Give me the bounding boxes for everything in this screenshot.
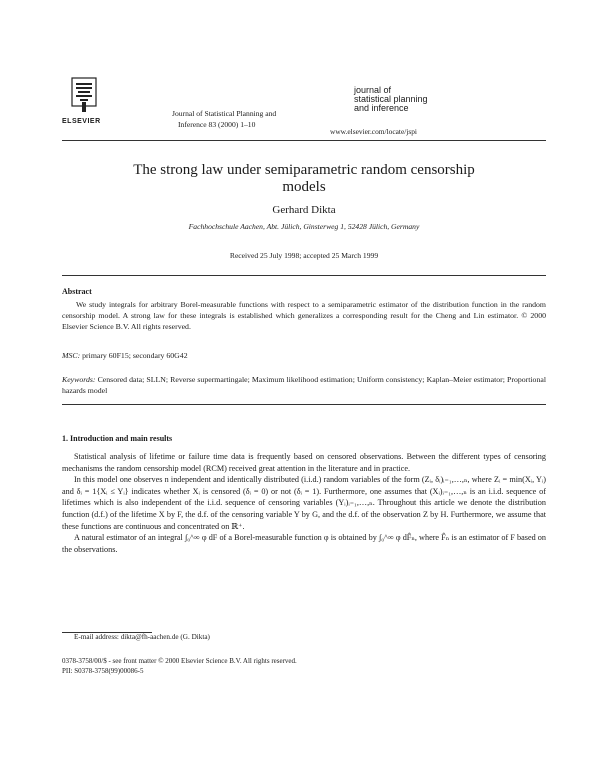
msc-codes: MSC: primary 60F15; secondary 60G42 — [62, 351, 188, 360]
journal-volume: Inference 83 (2000) 1–10 — [178, 120, 256, 129]
journal-logo: journal of statistical planning and inference — [354, 85, 428, 113]
publisher-name: ELSEVIER — [62, 118, 101, 125]
journal-citation — [172, 108, 276, 130]
header-rule — [62, 140, 546, 141]
paragraph: Statistical analysis of lifetime or failure time data is frequently based on censored observations. Between the different types of censoring mechanisms the random censorship model (RCM) received great attention in the literature and in practice. — [62, 452, 546, 473]
abstract-bottom-rule — [62, 404, 546, 405]
abstract-heading: Abstract — [62, 287, 92, 296]
copyright-line: 0378-3758/00/$ - see front matter © 2000 Elsevier Science B.V. All rights reserved. — [62, 657, 297, 665]
abstract-text: We study integrals for arbitrary Borel-measurable functions with respect to a semiparametric estimator of the distribution function in the random censorship model. A strong law for these integrals is established which generalizes a corresponding result for the Cheng and Lin estimator. © 2000 Elsevier Science B.V. All rights reserved. — [62, 300, 546, 332]
journal-name: Journal of Statistical Planning and — [172, 109, 277, 118]
paper-title: The strong law under semiparametric random censorship models — [133, 162, 475, 195]
author-name: Gerhard Dikta — [272, 204, 336, 216]
copyright-block — [62, 656, 297, 676]
abstract-top-rule — [62, 275, 546, 276]
keywords: Keywords: Censored data; SLLN; Reverse supermartingale; Maximum likelihood estimation; Uniform consistency; Kaplan–Meier estimator; Proportional hazards model — [62, 375, 546, 396]
section-body — [62, 451, 546, 555]
received-dates: Received 25 July 1998; accepted 25 March 1999 — [229, 251, 379, 260]
paragraph: In this model one observes n independent and identically distributed (i.i.d.) random variables of the form (Zᵢ, δᵢ)ᵢ₌₁,…,ₙ, where Zᵢ = min(Xᵢ, Yᵢ) and δᵢ = 1{Xᵢ ≤ Yᵢ} indicates whether Xᵢ is censored (δᵢ = 0) or not (δᵢ = 1). Furthermore, one assumes that (Xᵢ)ᵢ₌₁,…,ₙ is an i.i.d. sequence of lifetimes which is also independent of the i.i.d. sequence of censoring variables (Yᵢ)ᵢ₌₁,…,ₙ. Throughout this article we denote the distribution function (d.f.) of the lifetime X by F, the d.f. of the censoring variable Y by G, and the d.f. of the observation Z by H. Furthermore, we assume that these functions are continuous and concentrated on ℝ⁺. — [62, 475, 546, 531]
pii-line: PII: S0378-3758(99)00086-5 — [62, 667, 144, 675]
footnote-email: E-mail address: dikta@fh-aachen.de (G. Dikta) — [74, 633, 210, 641]
elsevier-tree-logo — [68, 76, 100, 116]
author-affiliation: Fachhochschule Aachen, Abt. Jülich, Ginsterweg 1, 52428 Jülich, Germany — [188, 222, 420, 231]
section-heading: 1. Introduction and main results — [62, 434, 173, 443]
paragraph: A natural estimator of an integral ∫₀^∞ φ dF of a Borel-measurable function φ is obtained by ∫₀^∞ φ dF̂ₙ, where F̂ₙ is an estimator of F based on the observations. — [62, 533, 546, 554]
journal-url[interactable]: www.elsevier.com/locate/jspi — [330, 127, 417, 136]
